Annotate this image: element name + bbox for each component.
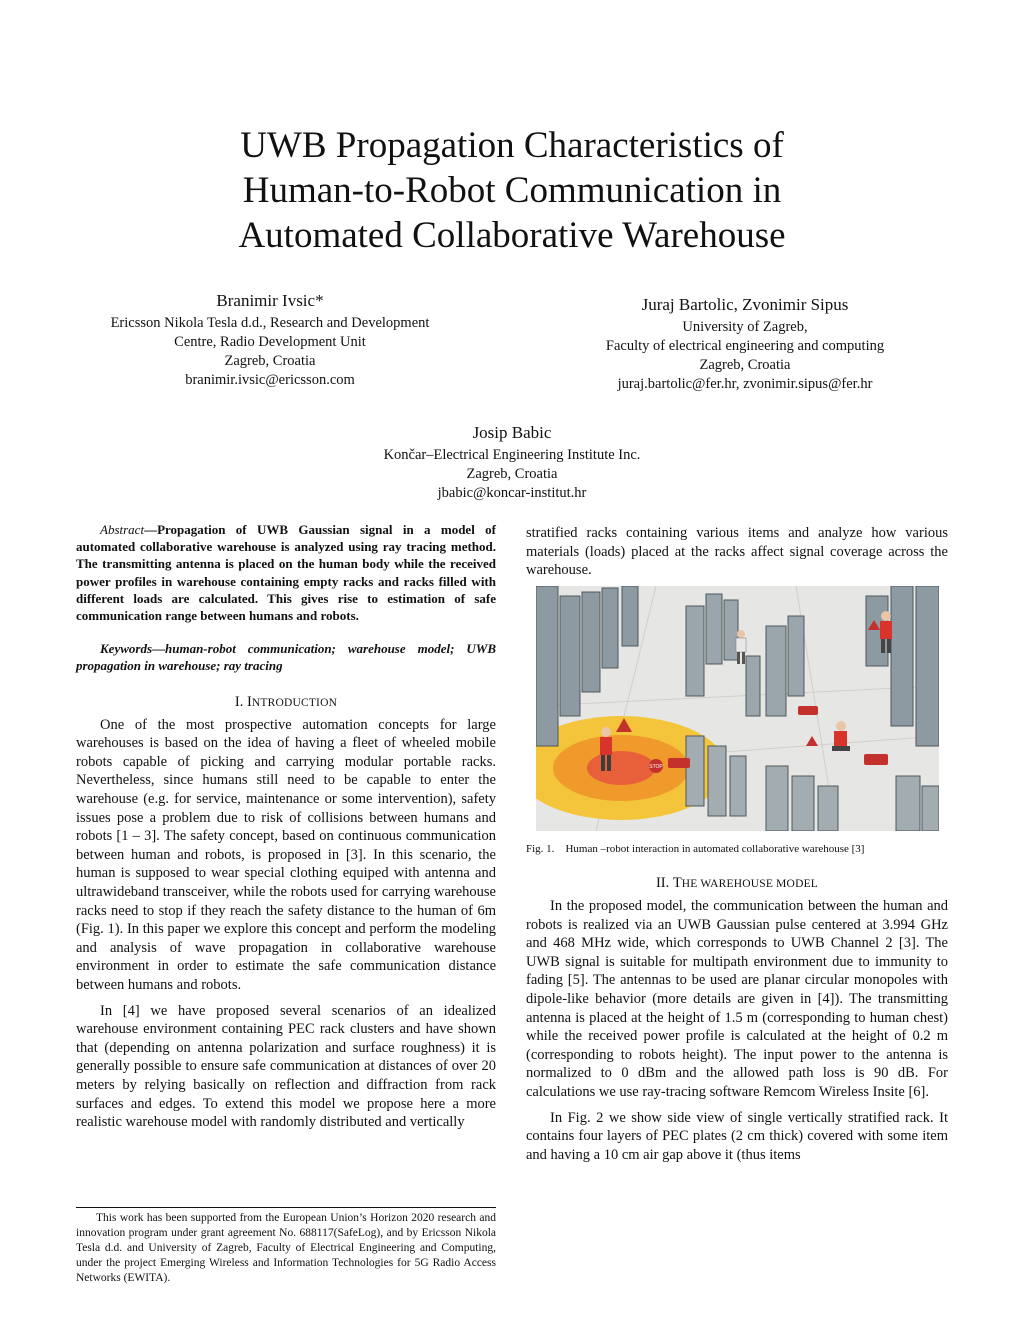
author-name: Branimir Ivsic* bbox=[216, 291, 324, 310]
author-affiliation: Ericsson Nikola Tesla d.d., Research and Development bbox=[110, 315, 430, 331]
intro-paragraph-1: One of the most prospective automation concepts for large warehouses is based on the idea of having a fleet of wheeled mobile robots capable of picking and carrying modular portable racks. Nevertheless, since humans still need to be capable to enter the warehouse (e.g. for service, maintenance or some intervention), safety issues pose a problem due to risk of collisions between humans and robots [1 – 3]. The safety concept, based on continuous communication between human and robots, is proposed in [3]. In this scenario, the human is supposed to wear special clothing equiped with antenna and ultrawideband transceiver, while the robots used for carrying warehouse racks need to stop if they reach the safety distance to the human of 6m (Fig. 1). In this paper we explore this concept and perform the modeling and analysis of wave propagation in collaborative warehouse environment in order to estimate the safe communication distance between humans and robots. bbox=[76, 716, 496, 993]
left-column bbox=[76, 521, 496, 1132]
abstract-dash: — bbox=[144, 522, 158, 537]
keywords bbox=[76, 640, 496, 674]
intro-paragraph-2: In [4] we have proposed several scenarios of an idealized warehouse environment containing PEC rack clusters and have shown that (depending on antenna polarization and surface roughness) it is generally possible to ensure safe communication at distances of over 20 meters by relying basically on reflection and diffraction from rack surfaces and edges. To extend this model we propose here a more realistic warehouse model with randomly distributed and vertically bbox=[76, 1002, 496, 1131]
figure-1 bbox=[536, 586, 939, 831]
section-heading-introduction bbox=[76, 693, 496, 712]
paper-title bbox=[0, 123, 1024, 258]
author-affiliation: Centre, Radio Development Unit bbox=[174, 334, 366, 350]
model-paragraph-2: In Fig. 2 we show side view of single vertically stratified rack. It contains four layers of PEC plates (2 cm thick) covered with some item and having a 10 cm air gap above it (thus items bbox=[526, 1109, 948, 1163]
keywords-dash: — bbox=[152, 641, 165, 657]
author-email: juraj.bartolic@fer.hr, zvonimir.sipus@fer.hr bbox=[617, 376, 873, 392]
right-column-section-2 bbox=[526, 874, 948, 1164]
section-title-initial: I bbox=[247, 693, 252, 710]
author-email: branimir.ivsic@ericsson.com bbox=[185, 372, 355, 388]
figure-caption-text: Human –robot interaction in automated collaborative warehouse [3] bbox=[565, 843, 865, 855]
right-column bbox=[526, 524, 948, 580]
author-affiliation: Faculty of electrical engineering and computing bbox=[605, 338, 885, 354]
author-email: jbabic@koncar-institut.hr bbox=[437, 485, 587, 501]
author-block-2 bbox=[545, 294, 945, 394]
abstract-text: Propagation of UWB Gaussian signal in a model of automated collaborative warehouse is analyzed using ray tracing method. The transmitting antenna is placed on the human body while the received power profiles in warehouse containing empty racks and racks filled with different loads are calculated. This gives rise to estimation of safe communication range between humans and robots. bbox=[76, 522, 496, 624]
title-line-1: UWB Propagation Characteristics of bbox=[240, 125, 784, 166]
section-numeral: I. bbox=[234, 693, 244, 710]
footnote-text: This work has been supported from the European Union’s Horizon 2020 research and innovation program under grant agreement No. 688117(SafeLog), and by Ericsson Nikola Tesla d.d. and University of Zagreb, Faculty of Electrical Engineering and Computing, under the project Emerging Wireless and Information Technologies for 5G Radio Access Networks (EWITA). bbox=[76, 1212, 496, 1284]
intro-paragraph-2-continued: stratified racks containing various items and analyze how various materials (loads) placed at the racks affect signal coverage across the warehouse. bbox=[526, 525, 948, 579]
footnote-rule bbox=[76, 1207, 496, 1208]
author-affiliation: University of Zagreb, bbox=[682, 319, 808, 335]
author-affiliation: Končar–Electrical Engineering Institute Inc. bbox=[383, 447, 641, 463]
author-location: Zagreb, Croatia bbox=[224, 353, 316, 369]
section-title-rest: NTRODUCTION bbox=[251, 696, 338, 709]
author-block-3 bbox=[312, 422, 712, 503]
abstract bbox=[76, 521, 496, 624]
figure-1-caption bbox=[526, 842, 948, 856]
keywords-text: human-robot communication; warehouse model; UWB propagation in warehouse; ray tracing bbox=[76, 641, 496, 674]
figure-label: Fig. 1. bbox=[526, 843, 555, 855]
section-numeral: II. bbox=[655, 875, 670, 891]
author-name: Josip Babic bbox=[472, 423, 552, 442]
stop-sign-label: STOP bbox=[649, 764, 663, 770]
title-line-3: Automated Collaborative Warehouse bbox=[238, 215, 786, 256]
keywords-label: Keywords bbox=[100, 641, 152, 657]
model-paragraph-1: In the proposed model, the communication between the human and robots is realized via an UWB Gaussian pulse centered at 3.994 GHz and 468 MHz wide, which corresponds to UWB Channel 2 [3]. The UWB signal is suitable for multipath environment due to immunity to fading [5]. The antennas to be used are planar circular monopoles with dipole-like behavior (more details are given in [4]). The transmitting antenna is placed at the height of 1.5 m (corresponding to human chest) while the received power profile is calculated at the height of 0.2 m (corresponding to robots height). The input power to the antenna is normalized to 0 dBm and the allowed path loss is 90 dB. For calculations we use ray-tracing software Remcom Wireless Insite [6]. bbox=[526, 898, 948, 1100]
figure-1-illustration bbox=[536, 586, 939, 831]
section-heading-warehouse-model bbox=[526, 874, 948, 893]
footnote bbox=[76, 1211, 496, 1286]
author-location: Zagreb, Croatia bbox=[466, 466, 558, 482]
section-title-rest: HE WAREHOUSE MODEL bbox=[681, 878, 819, 890]
section-title-initial: T bbox=[672, 875, 682, 891]
author-name: Juraj Bartolic, Zvonimir Sipus bbox=[641, 295, 849, 314]
author-location: Zagreb, Croatia bbox=[699, 357, 791, 373]
author-block-1 bbox=[70, 290, 470, 390]
abstract-label: Abstract bbox=[100, 522, 145, 537]
title-line-2: Human-to-Robot Communication in bbox=[242, 170, 782, 211]
